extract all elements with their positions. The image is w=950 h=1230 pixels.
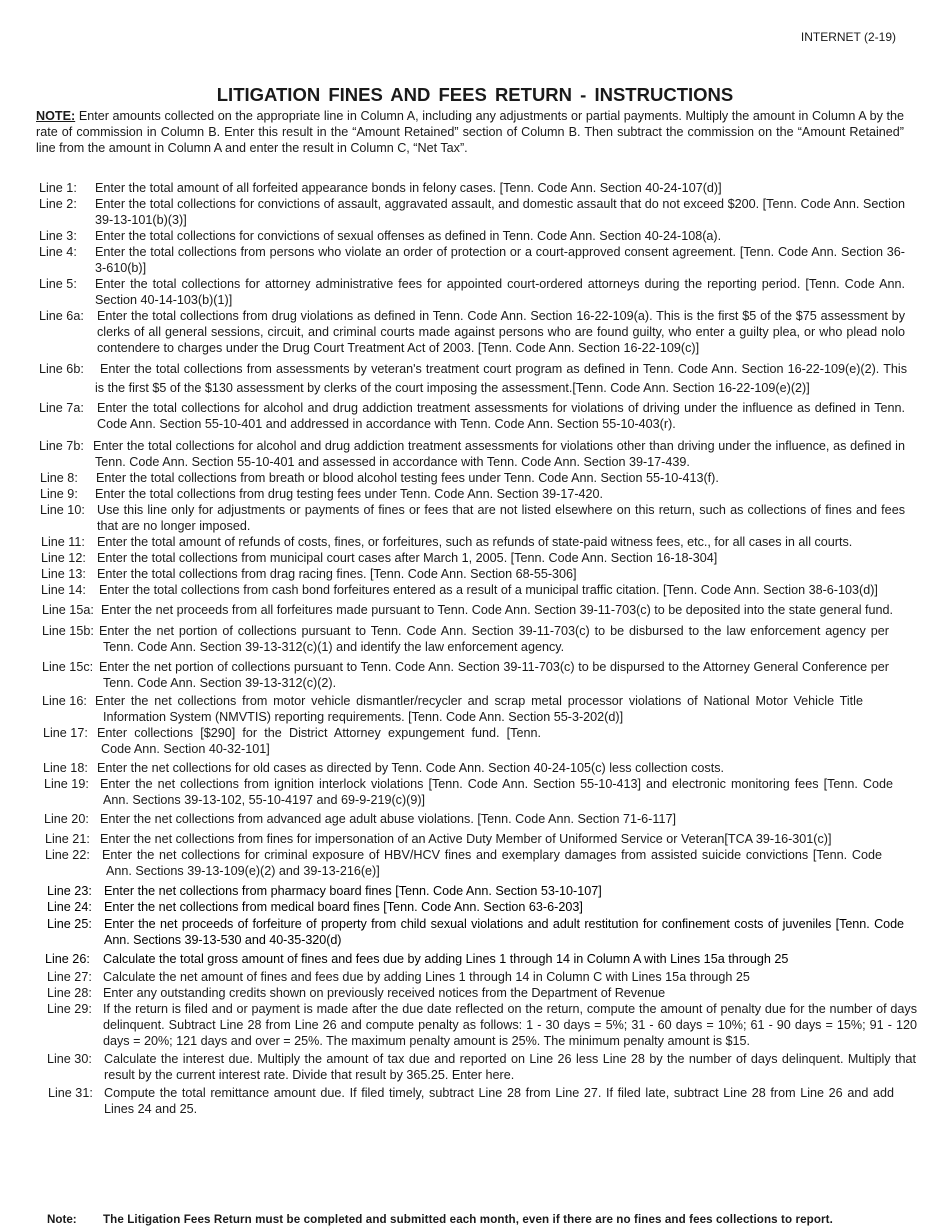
- line-text: Enter the total collections from drug violations as defined in Tenn. Code Ann. Section 16-22-109(a). This is the first $5 of the $75 assessment by clerks of all general sessions, circuit, and criminal courts made against persons who are found guilty, who enter a guilty plea, or who plead nolo contendere to charges under the Drug Court Treatment Act of 2003. [Tenn. Code Ann. Section 16-22-109(c)]: [97, 309, 905, 355]
- instruction-line-17: [0, 725, 541, 757]
- line-label: Line 14:: [41, 583, 86, 597]
- line-label: Line 4:: [39, 245, 77, 259]
- note-text: Enter amounts collected on the appropriate line in Column A, including any adjustments or partial payments. Multiply the amount in Column A by the rate of commission in Column B. Enter this result in the “Amount Retained” section of Column B. Then subtract the commission on the “Amount Retained” line from the amount in Column A and enter the result in Column C, “Net Tax”.: [36, 109, 905, 155]
- line-text: Calculate the net amount of fines and fees due by adding Lines 1 through 14 in Column C with Lines 15a through 25: [103, 970, 750, 984]
- line-label: Line 3:: [39, 229, 77, 243]
- line-text: Use this line only for adjustments or payments of fines or fees that are not listed elsewhere on this return, such as collections of fines and fees that are no longer imposed.: [97, 503, 905, 533]
- line-text: Enter the total amount of all forfeited appearance bonds in felony cases. [Tenn. Code Ann. Section 40-24-107(d)]: [95, 181, 722, 195]
- instruction-line-18: [0, 760, 901, 776]
- line-text: Enter the total collections for attorney administrative fees for appointed court-ordered attorneys during the reporting period. [Tenn. Code Ann. Section 40-14-103(b)(1)]: [95, 277, 905, 307]
- line-text: Enter the total collections for alcohol and drug addiction treatment assessments for violations of driving under the influence as defined in Tenn. Code Ann. Section 55-10-401 and addressed in accordance with Tenn. Code Ann. Section 55-10-403(r).: [97, 401, 905, 431]
- line-text: Enter the total collections from breath or blood alcohol testing fees under Tenn. Code Ann. Section 55-10-413(f).: [96, 471, 719, 485]
- note-paragraph: [36, 108, 904, 156]
- line-label: Line 26:: [45, 952, 90, 966]
- line-text: Enter the total collections from municipal court cases after March 1, 2005. [Tenn. Code Ann. Section 16-18-304]: [97, 551, 718, 565]
- instruction-lines: [0, 180, 950, 1117]
- instruction-line-6a: [0, 308, 905, 356]
- line-text: Enter the net collections from ignition interlock violations [Tenn. Code Ann. Section 55-10-413] and electronic monitoring fees [Tenn. Code Ann. Sections 39-13-102, 55-10-4197 and 69-9-219(c)(9)]: [100, 777, 893, 807]
- note-label: NOTE:: [36, 109, 76, 123]
- line-text: Enter the net portion of collections pursuant to Tenn. Code Ann. Section 39-11-703(c) to be dispursed to the Attorney General Conference per Tenn. Code Ann. Section 39-13-312(c)(2).: [99, 660, 889, 690]
- instruction-line-1: [0, 180, 905, 196]
- instruction-line-15c: [0, 659, 889, 691]
- line-label: Line 7a:: [39, 401, 84, 415]
- instruction-line-28: [0, 985, 913, 1001]
- instruction-line-23: [0, 883, 904, 899]
- instruction-line-30: [0, 1051, 916, 1083]
- line-text: Enter the net proceeds from all forfeitures made pursuant to Tenn. Code Ann. Section 39-11-703(c) to be deposited into the state general fund.: [101, 603, 894, 617]
- instruction-line-27: [0, 969, 913, 985]
- instruction-line-22: [0, 847, 882, 879]
- footer-note-text: The Litigation Fees Return must be completed and submitted each month, even if there are no fines and fees collections to report.: [103, 1213, 833, 1226]
- instruction-line-6b: [0, 360, 907, 398]
- footer-note: [47, 1213, 913, 1226]
- line-text: Enter the net collections from advanced age adult abuse violations. [Tenn. Code Ann. Section 71-6-117]: [100, 812, 676, 826]
- instruction-line-7b: [0, 438, 905, 470]
- instruction-line-21: [0, 831, 933, 847]
- line-label: Line 22:: [45, 848, 90, 862]
- line-label: Line 9:: [40, 487, 78, 501]
- line-label: Line 6a:: [39, 309, 84, 323]
- line-text: Enter the net collections from medical board fines [Tenn. Code Ann. Section 63-6-203]: [104, 900, 583, 914]
- line-label: Line 12:: [41, 551, 86, 565]
- line-label: Line 15b:: [42, 624, 94, 638]
- page-title: LITIGATION FINES AND FEES RETURN - INSTRUCTIONS: [216, 84, 734, 105]
- instruction-line-29: [0, 1001, 917, 1049]
- line-text: Calculate the total gross amount of fines and fees due by adding Lines 1 through 14 in Column A with Lines 15a through 25: [103, 952, 789, 966]
- instruction-line-5: [0, 276, 905, 308]
- line-label: Line 15a:: [42, 603, 94, 617]
- line-label: Line 24:: [47, 900, 92, 914]
- line-label: Line 31:: [48, 1086, 93, 1100]
- line-text: Enter the total collections for convictions of assault, aggravated assault, and domestic assault that do not exceed $200. [Tenn. Code Ann. Section 39-13-101(b)(3)]: [95, 197, 905, 227]
- instruction-line-3: [0, 228, 905, 244]
- line-text: Enter the net portion of collections pursuant to Tenn. Code Ann. Section 39-11-703(c) to be disbursed to the law enforcement agency per Tenn. Code Ann. Section 39-13-312(c)(1) and identify the law enforcement agency.: [99, 624, 889, 654]
- instruction-line-11: [0, 534, 907, 550]
- line-text: Enter the net proceeds of forfeiture of property from child sexual violations and adult restitution for confinement costs of juveniles [Tenn. Code Ann. Sections 39-13-530 and 40-35-320(d): [104, 917, 904, 947]
- line-text: Enter the total collections from persons who violate an order of protection or a court-approved consent agreement. [Tenn. Code Ann. Section 36-3-610(b)]: [95, 245, 905, 275]
- line-text: Enter the net collections from pharmacy board fines [Tenn. Code Ann. Section 53-10-107]: [104, 884, 602, 898]
- line-label: Line 16:: [42, 694, 87, 708]
- instruction-line-8: [0, 470, 905, 486]
- line-label: Line 29:: [47, 1002, 92, 1016]
- instruction-line-16: [0, 693, 863, 725]
- instruction-line-26: [0, 951, 913, 967]
- line-text: Calculate the interest due. Multiply the amount of tax due and reported on Line 26 less Line 28 by the number of days delinquent. Multiply that result by the current interest rate. Divide that result by 365.25. Enter here.: [104, 1052, 916, 1082]
- line-text: Enter any outstanding credits shown on previously received notices from the Department of Revenue: [103, 986, 666, 1000]
- line-label: Line 1:: [39, 181, 77, 195]
- line-text: If the return is filed and or payment is made after the due date reflected on the return, compute the amount of penalty due for the number of days delinquent. Subtract Line 28 from Line 26 and compute penalty as follows: 1 - 30 days = 5%; 31 - 60 days = 10%; 61 - 90 days = 15%; 91 - 120 days = 20%; 121 days and over = 25%. The maximum penalty amount is 25%. The minimum penalty amount is $15.: [103, 1002, 917, 1048]
- line-label: Line 21:: [45, 832, 90, 846]
- line-label: Line 2:: [39, 197, 77, 211]
- line-text: Enter the total collections for convictions of sexual offenses as defined in Tenn. Code Ann. Section 40-24-108(a).: [95, 229, 722, 243]
- instruction-line-15a: [0, 602, 901, 619]
- instruction-line-13: [0, 566, 905, 582]
- line-label: Line 20:: [44, 812, 89, 826]
- line-text: Enter the total amount of refunds of costs, fines, or forfeitures, such as refunds of state-paid witness fees, etc., for all cases in all courts.: [97, 535, 853, 549]
- line-text: Enter the total collections from cash bond forfeitures entered as a result of a municipal traffic citation. [Tenn. Code Ann. Section 38-6-103(d)]: [99, 583, 878, 597]
- line-text: Enter the total collections for alcohol and drug addiction treatment assessments for violations other than driving under the influence, as defined in Tenn. Code Ann. Section 55-10-401 and assessed in accordance with Tenn. Code Ann. Section 39-17-439.: [93, 439, 905, 469]
- form-code: INTERNET (2-19): [800, 30, 896, 44]
- line-label: Line 7b:: [39, 439, 84, 453]
- instruction-line-31: [0, 1085, 894, 1117]
- instruction-line-20: [0, 811, 893, 827]
- line-label: Line 6b:: [39, 362, 84, 376]
- instruction-line-12: [0, 550, 905, 566]
- line-label: Line 18:: [43, 761, 88, 775]
- line-label: Line 5:: [39, 277, 77, 291]
- line-text: Enter the net collections for old cases as directed by Tenn. Code Ann. Section 40-24-105(c) less collection costs.: [97, 761, 724, 775]
- line-label: Line 25:: [47, 917, 92, 931]
- footer-note-label: Note:: [47, 1213, 77, 1226]
- instruction-line-7a: [0, 400, 905, 432]
- line-text: Enter the total collections from drag racing fines. [Tenn. Code Ann. Section 68-55-306]: [97, 567, 577, 581]
- line-label: Line 13:: [41, 567, 86, 581]
- instruction-line-15b: [0, 623, 889, 655]
- line-text: Enter collections [$290] for the District Attorney expungement fund. [Tenn. Code Ann. Section 40-32-101]: [97, 726, 541, 756]
- instruction-line-25: [0, 916, 904, 948]
- line-text: Enter the net collections for criminal exposure of HBV/HCV fines and exemplary damages from assisted suicide convictions [Tenn. Code Ann. Sections 39-13-109(e)(2) and 39-13-216(e)]: [102, 848, 882, 878]
- instruction-line-24: [0, 899, 904, 915]
- line-text: Enter the total collections from drug testing fees under Tenn. Code Ann. Section 39-17-420.: [95, 487, 604, 501]
- line-label: Line 17:: [43, 726, 88, 740]
- instruction-line-4: [0, 244, 905, 276]
- line-label: Line 30:: [47, 1052, 92, 1066]
- line-label: Line 23:: [47, 884, 92, 898]
- line-label: Line 10:: [40, 503, 85, 517]
- instruction-line-2: [0, 196, 905, 228]
- line-label: Line 19:: [44, 777, 89, 791]
- line-label: Line 8:: [40, 471, 78, 485]
- instruction-line-14: [0, 582, 905, 598]
- instruction-line-9: [0, 486, 905, 502]
- line-text: Enter the net collections from motor vehicle dismantler/recycler and scrap metal processor violations of National Motor Vehicle Title Information System (NMVTIS) reporting requirements. [Tenn. Code Ann. Section 55-3-202(d)]: [95, 694, 863, 724]
- line-text: Enter the total collections from assessments by veteran's treatment court program as defined in Tenn. Code Ann. Section 16-22-109(e)(2). This is the first $5 of the $130 assessment by clerks of the court imposing the assessment.[Tenn. Code Ann. Section 16-22-109(e)(2)]: [95, 362, 907, 395]
- line-label: Line 11:: [41, 535, 85, 549]
- line-label: Line 15c:: [42, 660, 94, 674]
- line-text: Compute the total remittance amount due. If filed timely, subtract Line 28 from Line 27. If filed late, subtract Line 28 from Line 26 and add Lines 24 and 25.: [104, 1086, 894, 1116]
- line-text: Enter the net collections from fines for impersonation of an Active Duty Member of Uniformed Service or Veteran[TCA 39-16-301(c)]: [100, 832, 832, 846]
- instruction-line-19: [0, 776, 893, 808]
- line-label: Line 27:: [47, 970, 92, 984]
- line-label: Line 28:: [47, 986, 92, 1000]
- instruction-line-10: [0, 502, 905, 534]
